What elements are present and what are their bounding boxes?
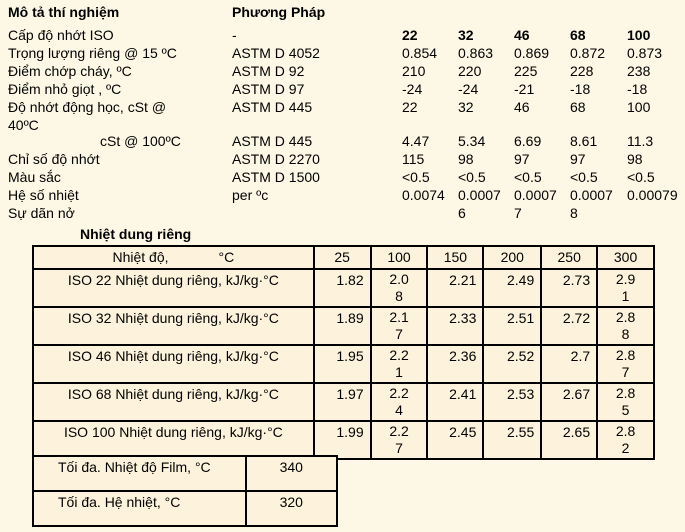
property-value: 98 [627, 151, 643, 167]
property-value: 210 [402, 63, 426, 79]
property-value: -18 [627, 81, 648, 97]
heat-value [427, 345, 483, 383]
row-label: ISO 22 Nhiệt dung riêng, kJ/kg·°C [33, 269, 314, 307]
heat-value [541, 383, 597, 421]
property-value: <0.5 [514, 169, 542, 185]
property-label: Hệ số nhiệt [8, 187, 79, 203]
heat-value [541, 269, 597, 307]
heat-value [483, 307, 541, 345]
limits-table [32, 455, 338, 527]
property-value: 0.00079 [627, 187, 678, 203]
heat-value [371, 383, 428, 421]
property-label: Trọng lượng riêng @ 15 ºC [8, 45, 177, 61]
limit-row [33, 456, 337, 491]
heat-value-text: 2.51 [506, 310, 535, 326]
property-value: 97 [570, 151, 586, 167]
heat-value [427, 383, 483, 421]
heat-value [597, 345, 654, 383]
heat-value [541, 307, 597, 345]
heat-value-text: 2.67 [562, 386, 591, 402]
property-value-cont: 7 [514, 205, 522, 221]
table-row [33, 421, 654, 459]
specific-heat-title: Nhiệt dung riêng [80, 226, 192, 242]
property-value: 0.873 [627, 45, 663, 61]
property-value: 0.0074 [402, 187, 445, 203]
row-label: ISO 68 Nhiệt dung riêng, kJ/kg·°C [33, 383, 314, 421]
row-label: ISO 32 Nhiệt dung riêng, kJ/kg·°C [33, 307, 314, 345]
property-value: -18 [570, 81, 591, 97]
property-method: ASTM D 445 [232, 99, 313, 115]
heat-value [371, 345, 428, 383]
heat-value-text: 2.45 [449, 424, 477, 440]
limit-value: 320 [246, 491, 337, 526]
row-label: ISO 100 Nhiệt dung riêng, kJ/kg·°C [33, 421, 314, 459]
property-value: -24 [402, 81, 423, 97]
heat-value [483, 345, 541, 383]
property-method: per ºc [232, 187, 269, 203]
property-value: 32 [458, 27, 474, 43]
property-value: -24 [458, 81, 479, 97]
property-value: 22 [402, 27, 418, 43]
heat-value-text: 2.21 [449, 272, 477, 288]
property-label: Cấp độ nhớt ISO [8, 27, 114, 43]
property-value: 32 [458, 99, 474, 115]
property-value: 68 [570, 99, 586, 115]
header-description: Mô tả thí nghiệm [8, 4, 120, 20]
temp-header: 200 [483, 246, 541, 269]
heat-value [427, 269, 483, 307]
property-label: cSt @ 100ºC [100, 133, 181, 149]
property-value: 228 [570, 63, 594, 79]
limit-label: Tối đa. Hệ nhiệt, °C [33, 491, 246, 526]
property-method: - [232, 27, 237, 43]
heat-value [427, 421, 483, 459]
temp-header: 150 [427, 246, 483, 269]
property-value: 4.47 [402, 133, 430, 149]
property-value: 46 [514, 99, 530, 115]
table-row [33, 345, 654, 383]
property-value: 11.3 [627, 133, 654, 149]
property-value: 97 [514, 151, 530, 167]
temp-header: 100 [371, 246, 428, 269]
heat-value-text: 1.97 [336, 386, 364, 402]
heat-value-text: 2.52 [506, 348, 535, 364]
property-value: 0.863 [458, 45, 494, 61]
table-row [33, 307, 654, 345]
heat-value-text: 2.49 [506, 272, 535, 288]
property-label: Màu sắc [8, 169, 61, 185]
row-label: ISO 46 Nhiệt dung riêng, kJ/kg·°C [33, 345, 314, 383]
header-unit: °C [218, 249, 235, 265]
specific-heat-table [32, 245, 655, 460]
heat-value [314, 383, 371, 421]
property-value: <0.5 [627, 169, 655, 185]
temp-header: 300 [597, 246, 654, 269]
property-value: 0.0007 [514, 187, 557, 203]
property-value-cont: 8 [570, 205, 578, 221]
heat-value-text: 2.91 [615, 271, 636, 304]
heat-value [314, 269, 371, 307]
heat-value-text: 2.65 [562, 424, 591, 440]
property-value: 0.0007 [570, 187, 613, 203]
heat-value-text: 2.87 [615, 347, 636, 380]
property-value: 5.34 [458, 133, 486, 149]
heat-value [371, 269, 428, 307]
property-value-cont: 6 [458, 205, 466, 221]
heat-value-text: 2.08 [389, 271, 409, 304]
heat-value-text: 1.82 [336, 272, 364, 288]
property-value: 100 [627, 99, 651, 115]
property-value: 68 [570, 27, 586, 43]
property-value: 0.872 [570, 45, 606, 61]
heat-value-text: 2.21 [389, 347, 409, 380]
heat-value-text: 1.89 [336, 310, 364, 326]
property-value: 238 [627, 63, 651, 79]
property-method: ASTM D 97 [232, 81, 305, 97]
property-value: -21 [514, 81, 535, 97]
property-value: 0.869 [514, 45, 550, 61]
property-method: ASTM D 92 [232, 63, 305, 79]
heat-value [483, 269, 541, 307]
heat-value-text: 2.17 [389, 309, 409, 342]
heat-value [541, 421, 597, 459]
property-value: 0.0007 [458, 187, 501, 203]
header-method: Phương Pháp [232, 4, 326, 20]
heat-value-text: 2.36 [449, 348, 477, 364]
property-value: <0.5 [458, 169, 486, 185]
property-method: ASTM D 1500 [232, 169, 320, 185]
heat-value-text: 2.24 [389, 385, 409, 418]
header-label-cell [33, 246, 314, 269]
property-label-cont: 40ºC [8, 117, 39, 133]
heat-value [597, 269, 654, 307]
limit-row [33, 491, 337, 526]
heat-value [541, 345, 597, 383]
heat-value [483, 383, 541, 421]
property-value: <0.5 [570, 169, 598, 185]
heat-value-text: 2.41 [449, 386, 477, 402]
property-value: 220 [458, 63, 482, 79]
heat-value-text: 2.73 [562, 272, 591, 288]
temp-header: 250 [541, 246, 597, 269]
property-method: ASTM D 4052 [232, 45, 320, 61]
property-label: Độ nhớt động học, cSt @ [8, 99, 167, 115]
heat-value [597, 421, 654, 459]
header-row [33, 246, 654, 269]
heat-value-text: 2.88 [615, 309, 636, 342]
heat-value [371, 307, 428, 345]
property-label-cont: Sự dãn nở [8, 205, 75, 221]
property-value: 6.69 [514, 133, 542, 149]
heat-value-text: 1.95 [336, 348, 364, 364]
heat-value [314, 345, 371, 383]
heat-value-text: 2.7 [570, 348, 591, 364]
heat-value [314, 307, 371, 345]
limit-label: Tối đa. Nhiệt độ Film, °C [33, 456, 246, 491]
heat-value [483, 421, 541, 459]
limit-value: 340 [246, 456, 337, 491]
heat-value-text: 2.82 [615, 423, 636, 456]
table-row [33, 269, 654, 307]
header-label: Nhiệt độ, [112, 249, 169, 265]
heat-value-text: 2.53 [506, 386, 535, 402]
heat-value-text: 2.27 [389, 423, 409, 456]
heat-value [314, 421, 371, 459]
property-value: 225 [514, 63, 538, 79]
table-row [33, 383, 654, 421]
property-label: Điểm nhỏ giọt , ºC [8, 81, 122, 97]
property-value: 0.854 [402, 45, 438, 61]
heat-value [597, 383, 654, 421]
property-value: 100 [627, 27, 651, 43]
temp-header: 25 [314, 246, 371, 269]
property-value: 115 [402, 151, 425, 167]
property-method: ASTM D 445 [232, 133, 313, 149]
heat-value-text: 2.33 [449, 310, 477, 326]
property-value: 22 [402, 99, 418, 115]
property-value: 98 [458, 151, 474, 167]
heat-value [427, 307, 483, 345]
property-value: 46 [514, 27, 530, 43]
heat-value-text: 2.72 [562, 310, 591, 326]
heat-value [371, 421, 428, 459]
heat-value [597, 307, 654, 345]
property-value: <0.5 [402, 169, 430, 185]
property-label: Điểm chớp cháy, ºC [8, 63, 132, 79]
heat-value-text: 1.99 [336, 424, 364, 440]
property-label: Chỉ số độ nhớt [8, 151, 100, 167]
heat-value-text: 2.55 [506, 424, 535, 440]
heat-value-text: 2.85 [615, 385, 636, 418]
property-method: ASTM D 2270 [232, 151, 320, 167]
property-value: 8.61 [570, 133, 598, 149]
